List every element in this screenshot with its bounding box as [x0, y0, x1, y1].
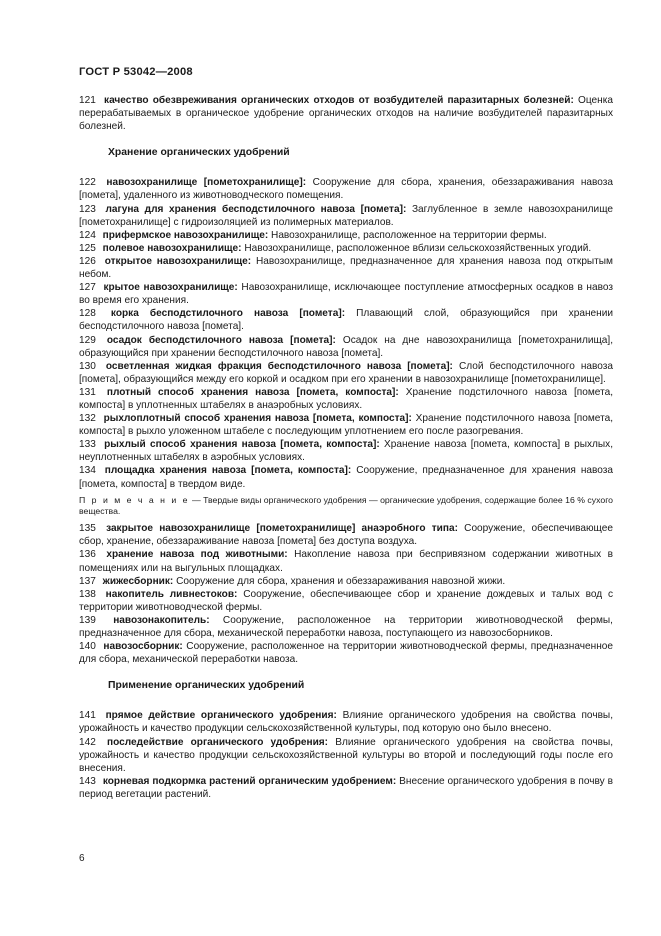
entry-number: 125 [79, 242, 96, 254]
entry-definition: Хранение подстилочного навоза [помета, компоста] в рыхло уложенном штабеле с последующим уплотнением его после разогревания. [79, 413, 614, 438]
entry-number: 129 [79, 334, 96, 346]
term-entry-142 [79, 736, 613, 775]
entry-term: навозонакопитель: [113, 614, 210, 626]
entry-term: рыхлый способ хранения навоза [помета, компоста]: [104, 439, 380, 451]
entry-definition: Сооружение для сбора, хранения и обеззараживания навозной жижи. [176, 575, 506, 587]
entry-term: лагуна для хранения бесподстилочного навоза [помета]: [105, 203, 407, 215]
entry-number: 136 [79, 549, 96, 561]
term-entry-143 [79, 775, 613, 801]
document-header: ГОСТ Р 53042—2008 [79, 66, 193, 78]
term-entry-141 [79, 709, 613, 735]
entry-number: 134 [79, 465, 96, 477]
entry-number: 133 [79, 439, 96, 451]
term-entry-134 [79, 464, 613, 490]
entry-term: площадка хранения навоза [помета, компоста]: [104, 465, 352, 477]
entry-definition: Хранение подстилочного навоза [помета, компоста] в уплотненных штабелях в анаэробных условиях. [79, 386, 613, 411]
entry-number: 143 [79, 775, 96, 787]
section-title-storage: Хранение органических удобрений [108, 147, 290, 159]
entry-number: 142 [79, 736, 96, 748]
entry-term: корневая подкормка растений органическим удобрением: [102, 775, 397, 787]
term-entry-128 [79, 307, 613, 333]
entry-number: 126 [79, 255, 96, 267]
term-entry-140 [79, 640, 613, 666]
entry-list-application [79, 709, 613, 801]
entry-definition: Сооружение, обеспечивающее сбор, хранение, обеззараживание навоза [помета] без доступа воздуха. [79, 523, 613, 548]
entry-definition: Накопление навоза при беспривязном содержании животных в помещениях или на выгульных площадках. [79, 549, 614, 574]
term-entry-122 [79, 176, 613, 202]
entry-number: 122 [79, 177, 96, 189]
term-entry-121 [79, 94, 613, 133]
entry-term: корка бесподстилочного навоза [помета]: [110, 308, 346, 320]
entry-definition: Влияние органического удобрения на свойства почвы, урожайность и качество продукции сельскохозяйственной культуры, под которую оно было внесено. [79, 710, 613, 735]
term-entry-129 [79, 334, 613, 360]
entry-number: 135 [79, 523, 96, 535]
entry-definition: Внесение органического удобрения в почву в период вегетации растений. [79, 775, 614, 800]
entry-number: 132 [79, 413, 96, 425]
entry-number: 131 [79, 386, 96, 398]
entry-definition: Сооружение, предназначенное для хранения навоза [помета, компоста] в твердом виде. [79, 465, 614, 490]
term-entry-131 [79, 386, 613, 412]
term-entry-135 [79, 522, 613, 548]
entry-definition: Заглубленное в земле навозохранилище [пометохранилище] с гидроизоляцией из полимерных материалов. [79, 203, 613, 228]
entry-definition: Сооружение, обеспечивающее сбор и хранение дождевых и талых вод с территории животноводческой фермы. [79, 588, 614, 613]
term-entry-123 [79, 203, 613, 229]
entry-definition: Плавающий слой, образующийся при хранении бесподстилочного навоза [помета]. [79, 308, 613, 333]
entry-number: 141 [79, 710, 96, 722]
entry-number: 123 [79, 203, 96, 215]
note-text: — Твердые виды органического удобрения — органические удобрения, содержащие более 16 % сухого вещества. [79, 494, 613, 517]
entry-term: крытое навозохранилище: [103, 282, 238, 294]
entry-definition: Навозохранилище, расположенное на территории фермы. [271, 229, 547, 241]
term-entry-138 [79, 588, 613, 614]
entry-definition: Навозохранилище, расположенное вблизи сельскохозяйственных угодий. [244, 242, 592, 254]
term-entry-126 [79, 255, 613, 281]
entry-definition: Сооружение для сбора, хранения, обеззараживания навоза [помета], удаленного из животноводческого помещения. [79, 177, 613, 202]
entry-term: полевое навозохранилище: [102, 242, 242, 254]
entry-term: осветленная жидкая фракция бесподстилочного навоза [помета]: [105, 360, 453, 372]
entry-term: накопитель ливнестоков: [105, 588, 238, 600]
entry-definition: Навозохранилище, предназначенное для хранения навоза под открытым небом. [79, 255, 613, 281]
term-entry-124 [79, 229, 613, 242]
entry-term: закрытое навозохранилище [пометохранилище] анаэробного типа: [106, 523, 458, 535]
entry-number: 140 [79, 641, 96, 653]
entry-number: 128 [79, 308, 96, 320]
term-entry-127 [79, 281, 613, 307]
document-body [79, 94, 613, 801]
entry-term: прямое действие органического удобрения: [105, 710, 337, 722]
entry-definition: Осадок на дне навозохранилища [пометохранилища], образующийся при хранении бесподстилочного навоза [помета]. [79, 334, 613, 359]
entry-number: 130 [79, 360, 96, 372]
entry-number: 124 [79, 229, 96, 241]
entry-definition: Сооружение, расположенное на территории животноводческой фермы, предназначенное для сбора, механической переработки навоза, поступающего из навозосборников. [79, 614, 613, 639]
term-entry-137 [79, 575, 613, 588]
entry-term: навозосборник: [103, 641, 183, 653]
entry-number: 138 [79, 588, 96, 600]
entry-definition: Навозохранилище, исключающее поступление атмосферных осадков в навоз во время его хранения. [79, 282, 613, 307]
entry-definition: Оценка перерабатываемых в органическое удобрение органических отходов на наличие возбудителей паразитарных болезней. [79, 95, 613, 133]
entry-number: 127 [79, 282, 96, 294]
entry-definition: Слой бесподстилочного навоза [помета], образующийся между его коркой и осадком при его хранении в навозохранилище [пометохранилище]. [79, 360, 614, 385]
term-entry-125 [79, 242, 613, 255]
entry-term: открытое навозохранилище: [104, 255, 252, 267]
entry-definition: Влияние органического удобрения на свойства почвы, урожайность и качество продукции сельскохозяйственной культуры во второй и последующий годы после его внесения. [79, 736, 614, 774]
term-entry-139 [79, 614, 613, 640]
entry-number: 137 [79, 575, 96, 587]
entry-term: осадок бесподстилочного навоза [помета]: [106, 334, 336, 346]
entry-definition: Сооружение, расположенное на территории животноводческой фермы, предназначенное для сбора, механической переработки навоза. [79, 641, 614, 666]
entry-term: жижесборник: [102, 575, 174, 587]
entry-term: хранение навоза под животными: [106, 549, 288, 561]
note-label: П р и м е ч а н и е [79, 494, 190, 505]
entry-term: качество обезвреживания органических отходов от возбудителей паразитарных болезней: [104, 95, 574, 106]
entry-definition: Хранение навоза [помета, компоста] в рыхлых, неуплотненных штабелях в аэробных условиях. [79, 439, 613, 464]
note [79, 495, 613, 519]
entry-term: прифермское навозохранилище: [102, 229, 269, 241]
term-entry-130 [79, 360, 613, 386]
entry-term: рыхлоплотный способ хранения навоза [помета, компоста]: [103, 413, 412, 425]
section-title-application: Применение органических удобрений [108, 680, 305, 692]
entry-list-storage-continued [79, 522, 613, 666]
entry-number: 121 [79, 95, 96, 106]
entry-term: навозохранилище [пометохранилище]: [106, 177, 307, 189]
entry-list-storage [79, 176, 613, 490]
entry-number: 139 [79, 614, 96, 626]
page-number: 6 [79, 853, 85, 864]
term-entry-136 [79, 548, 613, 574]
entry-term: плотный способ хранения навоза [помета, компоста]: [106, 386, 399, 398]
term-entry-132 [79, 412, 613, 438]
term-entry-133 [79, 438, 613, 464]
entry-term: последействие органического удобрения: [107, 736, 329, 748]
